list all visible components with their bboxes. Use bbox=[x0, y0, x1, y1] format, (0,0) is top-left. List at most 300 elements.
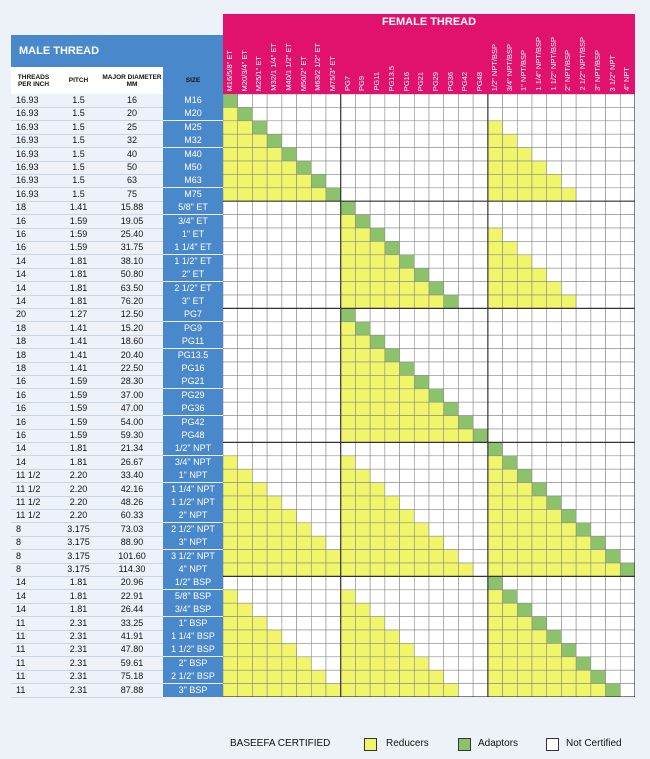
grid-cell bbox=[503, 456, 518, 469]
grid-cell bbox=[252, 121, 267, 134]
grid-cell bbox=[473, 469, 488, 482]
grid-cell bbox=[341, 201, 356, 214]
grid-cell bbox=[532, 483, 547, 496]
grid-cell bbox=[532, 389, 547, 402]
grid-cell bbox=[267, 362, 282, 375]
grid-cell bbox=[252, 201, 267, 214]
grid-cell bbox=[282, 134, 297, 147]
grid-cell bbox=[282, 335, 297, 348]
grid-cell bbox=[503, 375, 518, 388]
grid-cell bbox=[238, 416, 253, 429]
grid-cell bbox=[606, 416, 621, 429]
grid-cell bbox=[429, 643, 444, 656]
grid-cell bbox=[606, 268, 621, 281]
table-row bbox=[11, 429, 223, 442]
grid-cell bbox=[532, 657, 547, 670]
grid-cell bbox=[238, 148, 253, 161]
grid-cell bbox=[429, 576, 444, 589]
tpi-cell: 16.93 bbox=[16, 95, 39, 105]
grid-cell bbox=[444, 201, 459, 214]
grid-cell bbox=[503, 188, 518, 201]
grid-cell bbox=[223, 161, 238, 174]
tpi-cell: 16 bbox=[16, 416, 27, 427]
grid-cell bbox=[488, 630, 503, 643]
grid-cell bbox=[385, 402, 400, 415]
grid-cell bbox=[326, 496, 341, 509]
grid-cell bbox=[547, 643, 562, 656]
size-cell: 3/4" BSP bbox=[163, 603, 223, 616]
grid-cell bbox=[297, 201, 312, 214]
grid-cell bbox=[370, 603, 385, 616]
female-col-label bbox=[458, 30, 473, 94]
grid-cell bbox=[503, 308, 518, 321]
grid-cell bbox=[561, 576, 576, 589]
grid-cell bbox=[591, 121, 606, 134]
grid-cell bbox=[561, 228, 576, 241]
female-col-text: 4" NPT bbox=[622, 67, 632, 91]
grid-cell bbox=[311, 282, 326, 295]
grid-cell bbox=[488, 174, 503, 187]
grid-cell bbox=[282, 228, 297, 241]
table-row bbox=[11, 483, 223, 496]
grid-cell bbox=[341, 630, 356, 643]
dia-cell: 60.33 bbox=[120, 510, 144, 521]
grid-cell bbox=[311, 308, 326, 321]
grid-cell bbox=[561, 148, 576, 161]
grid-cell bbox=[576, 188, 591, 201]
grid-cell bbox=[547, 241, 562, 254]
grid-cell bbox=[444, 576, 459, 589]
grid-cell bbox=[326, 684, 341, 697]
table-row bbox=[11, 349, 223, 362]
pitch-cell: 3.175 bbox=[67, 523, 90, 534]
female-col-label bbox=[488, 30, 503, 94]
grid-cell bbox=[503, 161, 518, 174]
grid-cell bbox=[355, 107, 370, 120]
grid-cell bbox=[370, 322, 385, 335]
grid-cell bbox=[488, 684, 503, 697]
grid-cell bbox=[282, 523, 297, 536]
grid-cell bbox=[341, 496, 356, 509]
grid-cell bbox=[355, 228, 370, 241]
pitch-cell: 1.59 bbox=[69, 376, 88, 387]
grid-cell bbox=[355, 375, 370, 388]
grid-cell bbox=[606, 590, 621, 603]
grid-cell bbox=[561, 442, 576, 455]
grid-cell bbox=[576, 509, 591, 522]
tpi-cell: 14 bbox=[16, 296, 27, 306]
grid-cell bbox=[532, 268, 547, 281]
female-col-label bbox=[385, 30, 400, 94]
grid-cell bbox=[370, 590, 385, 603]
grid-cell bbox=[620, 469, 635, 482]
grid-cell bbox=[458, 241, 473, 254]
size-cell: 1" NPT bbox=[163, 469, 223, 482]
grid-cell bbox=[385, 469, 400, 482]
grid-cell bbox=[414, 255, 429, 268]
grid-cell bbox=[473, 684, 488, 697]
grid-cell bbox=[547, 483, 562, 496]
tpi-cell: 16.93 bbox=[16, 162, 39, 172]
grid-cell bbox=[561, 402, 576, 415]
grid-cell bbox=[503, 148, 518, 161]
grid-cell bbox=[561, 684, 576, 697]
grid-cell bbox=[297, 107, 312, 120]
grid-cell bbox=[488, 657, 503, 670]
grid-cell bbox=[606, 429, 621, 442]
grid-cell bbox=[576, 174, 591, 187]
grid-cell bbox=[297, 523, 312, 536]
grid-cell bbox=[267, 630, 282, 643]
grid-cell bbox=[576, 241, 591, 254]
female-col-text: 1 1/2" NPT/BSP bbox=[548, 37, 558, 91]
pitch-cell: 2.20 bbox=[69, 470, 88, 481]
grid-cell bbox=[414, 94, 429, 107]
grid-cell bbox=[282, 684, 297, 697]
female-col-text: PG16 bbox=[401, 71, 411, 91]
grid-cell bbox=[267, 456, 282, 469]
grid-cell bbox=[238, 442, 253, 455]
grid-cell bbox=[414, 282, 429, 295]
grid-cell bbox=[591, 389, 606, 402]
grid-cell bbox=[414, 536, 429, 549]
grid-cell bbox=[238, 228, 253, 241]
grid-cell bbox=[326, 442, 341, 455]
grid-cell bbox=[473, 94, 488, 107]
grid-cell bbox=[385, 268, 400, 281]
pitch-cell: 1.5 bbox=[72, 95, 85, 105]
grid-cell bbox=[400, 389, 415, 402]
grid-cell bbox=[517, 643, 532, 656]
pitch-cell: 2.31 bbox=[69, 671, 88, 682]
grid-cell bbox=[429, 670, 444, 683]
grid-cell bbox=[458, 375, 473, 388]
grid-cell bbox=[238, 362, 253, 375]
grid-cell bbox=[591, 536, 606, 549]
grid-cell bbox=[341, 416, 356, 429]
dia-cell: 41.91 bbox=[120, 631, 144, 641]
pitch-cell: 1.5 bbox=[72, 135, 85, 146]
grid-cell bbox=[385, 241, 400, 254]
grid-cell bbox=[370, 255, 385, 268]
grid-cell bbox=[488, 295, 503, 308]
grid-cell bbox=[326, 94, 341, 107]
grid-cell bbox=[591, 590, 606, 603]
grid-cell bbox=[414, 201, 429, 214]
dia-cell: 26.44 bbox=[120, 604, 144, 615]
grid-cell bbox=[326, 121, 341, 134]
grid-cell bbox=[297, 617, 312, 630]
grid-cell bbox=[385, 322, 400, 335]
grid-cell bbox=[400, 94, 415, 107]
grid-cell bbox=[517, 469, 532, 482]
grid-cell bbox=[503, 255, 518, 268]
grid-cell bbox=[488, 255, 503, 268]
grid-cell bbox=[547, 121, 562, 134]
grid-cell bbox=[355, 643, 370, 656]
grid-cell bbox=[591, 268, 606, 281]
pitch-cell: 1.81 bbox=[69, 456, 88, 467]
pitch-cell: 1.81 bbox=[69, 443, 88, 454]
grid-cell bbox=[561, 188, 576, 201]
grid-cell bbox=[561, 550, 576, 563]
grid-cell bbox=[561, 268, 576, 281]
grid-cell bbox=[400, 684, 415, 697]
grid-cell bbox=[297, 255, 312, 268]
grid-cell bbox=[561, 201, 576, 214]
grid-cell bbox=[444, 148, 459, 161]
pitch-cell: 1.5 bbox=[72, 188, 85, 199]
grid-cell bbox=[311, 603, 326, 616]
grid-cell bbox=[503, 201, 518, 214]
grid-cell bbox=[591, 523, 606, 536]
grid-cell bbox=[252, 188, 267, 201]
grid-cell bbox=[400, 429, 415, 442]
grid-cell bbox=[620, 241, 635, 254]
grid-cell bbox=[488, 335, 503, 348]
grid-cell bbox=[444, 509, 459, 522]
tpi-cell: 14 bbox=[16, 577, 27, 588]
grid-cell bbox=[576, 456, 591, 469]
grid-cell bbox=[473, 536, 488, 549]
grid-cell bbox=[385, 630, 400, 643]
grid-cell bbox=[267, 161, 282, 174]
grid-cell bbox=[400, 469, 415, 482]
grid-cell bbox=[561, 362, 576, 375]
grid-cell bbox=[355, 94, 370, 107]
grid-cell bbox=[223, 228, 238, 241]
pitch-cell: 1.5 bbox=[72, 162, 85, 172]
column-headers bbox=[11, 67, 223, 94]
grid-cell bbox=[503, 282, 518, 295]
grid-cell bbox=[326, 308, 341, 321]
grid-cell bbox=[414, 442, 429, 455]
grid-cell bbox=[503, 590, 518, 603]
grid-cell bbox=[620, 576, 635, 589]
grid-cell bbox=[385, 188, 400, 201]
grid-cell bbox=[429, 523, 444, 536]
grid-cell bbox=[385, 523, 400, 536]
pitch-cell: 1.59 bbox=[69, 242, 88, 253]
grid-cell bbox=[517, 550, 532, 563]
table-row bbox=[11, 362, 223, 375]
grid-cell bbox=[311, 402, 326, 415]
grid-cell bbox=[547, 255, 562, 268]
grid-cell bbox=[458, 362, 473, 375]
table-row bbox=[11, 215, 223, 228]
table-row bbox=[11, 295, 223, 308]
pitch-cell: 2.31 bbox=[69, 684, 88, 695]
grid-cell bbox=[400, 657, 415, 670]
grid-cell bbox=[561, 590, 576, 603]
size-cell: 4" NPT bbox=[163, 563, 223, 576]
grid-cell bbox=[414, 335, 429, 348]
grid-cell bbox=[620, 617, 635, 630]
grid-cell bbox=[267, 134, 282, 147]
grid-cell bbox=[620, 429, 635, 442]
grid-cell bbox=[341, 590, 356, 603]
grid-cell bbox=[400, 107, 415, 120]
tpi-cell: 16.93 bbox=[16, 135, 39, 146]
grid-cell bbox=[326, 148, 341, 161]
grid-cell bbox=[473, 335, 488, 348]
grid-cell bbox=[267, 322, 282, 335]
female-col-label bbox=[503, 30, 518, 94]
grid-cell bbox=[341, 255, 356, 268]
grid-cell bbox=[355, 456, 370, 469]
grid-cell bbox=[503, 94, 518, 107]
grid-cell bbox=[355, 148, 370, 161]
grid-cell bbox=[606, 509, 621, 522]
grid-cell bbox=[488, 188, 503, 201]
grid-cell bbox=[355, 161, 370, 174]
grid-cell bbox=[341, 509, 356, 522]
grid-cell bbox=[503, 416, 518, 429]
grid-cell bbox=[503, 268, 518, 281]
grid-cell bbox=[503, 576, 518, 589]
grid-cell bbox=[267, 536, 282, 549]
grid-cell bbox=[620, 375, 635, 388]
grid-cell bbox=[252, 362, 267, 375]
grid-cell bbox=[532, 429, 547, 442]
grid-cell bbox=[591, 563, 606, 576]
grid-cell bbox=[238, 576, 253, 589]
grid-cell bbox=[370, 657, 385, 670]
grid-cell bbox=[400, 148, 415, 161]
grid-cell bbox=[532, 94, 547, 107]
grid-cell bbox=[561, 161, 576, 174]
grid-cell bbox=[606, 241, 621, 254]
pitch-cell: 1.41 bbox=[69, 322, 88, 333]
grid-cell bbox=[282, 255, 297, 268]
grid-cell bbox=[282, 362, 297, 375]
grid-cell bbox=[282, 670, 297, 683]
grid-cell bbox=[503, 134, 518, 147]
grid-cell bbox=[620, 335, 635, 348]
grid-cell bbox=[517, 617, 532, 630]
grid-cell bbox=[400, 509, 415, 522]
grid-cell bbox=[223, 94, 238, 107]
grid-cell bbox=[488, 509, 503, 522]
grid-cell bbox=[429, 174, 444, 187]
grid-cell bbox=[576, 228, 591, 241]
female-col-label bbox=[297, 30, 312, 94]
grid-cell bbox=[473, 295, 488, 308]
grid-cell bbox=[311, 375, 326, 388]
grid-cell bbox=[576, 416, 591, 429]
grid-cell bbox=[576, 442, 591, 455]
grid-cell bbox=[370, 550, 385, 563]
pitch-cell: 1.59 bbox=[69, 229, 88, 239]
grid-cell bbox=[326, 590, 341, 603]
grid-cell bbox=[444, 362, 459, 375]
grid-cell bbox=[370, 416, 385, 429]
grid-cell bbox=[326, 483, 341, 496]
grid-cell bbox=[326, 563, 341, 576]
grid-cell bbox=[252, 684, 267, 697]
grid-cell bbox=[414, 429, 429, 442]
grid-cell bbox=[370, 536, 385, 549]
grid-cell bbox=[429, 483, 444, 496]
grid-cell bbox=[297, 174, 312, 187]
grid-cell bbox=[311, 483, 326, 496]
grid-cell bbox=[503, 349, 518, 362]
grid-cell bbox=[503, 603, 518, 616]
grid-cell bbox=[414, 657, 429, 670]
size-cell: 1 1/4" ET bbox=[163, 241, 223, 254]
pitch-cell: 1.59 bbox=[69, 389, 88, 400]
grid-cell bbox=[488, 322, 503, 335]
grid-cell bbox=[591, 241, 606, 254]
grid-cell bbox=[282, 94, 297, 107]
table-row bbox=[11, 496, 223, 509]
grid-cell bbox=[517, 670, 532, 683]
grid-cell bbox=[591, 469, 606, 482]
grid-cell bbox=[561, 523, 576, 536]
grid-cell bbox=[429, 134, 444, 147]
grid-cell bbox=[517, 349, 532, 362]
grid-cell bbox=[488, 523, 503, 536]
grid-cell bbox=[517, 362, 532, 375]
grid-cell bbox=[297, 657, 312, 670]
grid-cell bbox=[473, 496, 488, 509]
grid-cell bbox=[547, 416, 562, 429]
grid-cell bbox=[355, 174, 370, 187]
grid-cell bbox=[311, 670, 326, 683]
grid-cell bbox=[473, 174, 488, 187]
pitch-cell: 2.20 bbox=[69, 510, 88, 521]
grid-cell bbox=[576, 134, 591, 147]
grid-cell bbox=[561, 456, 576, 469]
female-col-text: 3/4" NPT/BSP bbox=[504, 43, 514, 91]
grid-cell bbox=[267, 496, 282, 509]
grid-cell bbox=[532, 134, 547, 147]
grid-cell bbox=[591, 215, 606, 228]
grid-cell bbox=[591, 442, 606, 455]
grid-cell bbox=[444, 308, 459, 321]
grid-cell bbox=[267, 295, 282, 308]
grid-cell bbox=[341, 228, 356, 241]
grid-cell bbox=[503, 107, 518, 120]
grid-cell bbox=[238, 509, 253, 522]
pitch-cell: 1.81 bbox=[69, 255, 88, 266]
grid-cell bbox=[561, 429, 576, 442]
grid-cell bbox=[267, 349, 282, 362]
size-cell: PG11 bbox=[163, 335, 223, 348]
grid-cell bbox=[297, 308, 312, 321]
grid-cell bbox=[297, 241, 312, 254]
grid-cell bbox=[620, 550, 635, 563]
dia-cell: 50 bbox=[126, 162, 137, 172]
grid-cell bbox=[444, 375, 459, 388]
grid-cell bbox=[238, 456, 253, 469]
grid-cell bbox=[370, 161, 385, 174]
grid-cell bbox=[547, 509, 562, 522]
grid-cell bbox=[517, 107, 532, 120]
grid-cell bbox=[547, 657, 562, 670]
grid-cell bbox=[311, 349, 326, 362]
grid-cell bbox=[282, 496, 297, 509]
grid-cell bbox=[503, 670, 518, 683]
grid-cell bbox=[311, 148, 326, 161]
grid-cell bbox=[444, 282, 459, 295]
grid-cell bbox=[370, 442, 385, 455]
grid-cell bbox=[532, 496, 547, 509]
grid-cell bbox=[517, 295, 532, 308]
grid-cell bbox=[488, 375, 503, 388]
size-cell: 5/8" BSP bbox=[163, 590, 223, 603]
grid-cell bbox=[620, 456, 635, 469]
